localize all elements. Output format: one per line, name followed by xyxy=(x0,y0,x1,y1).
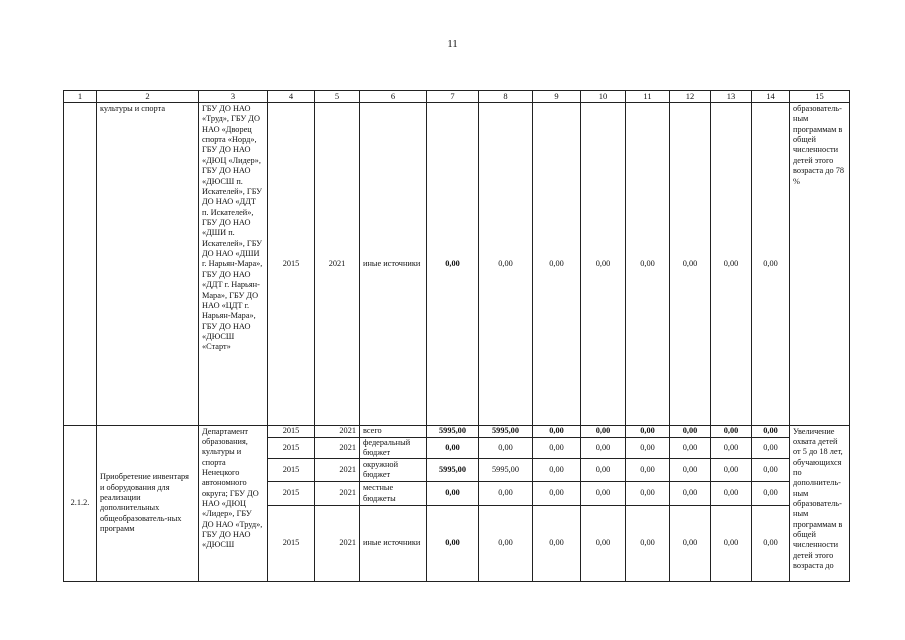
value-cell: 0,00 xyxy=(581,103,626,425)
value-cell: 0,00 xyxy=(752,425,790,437)
value-cell: 0,00 xyxy=(533,103,581,425)
value-cell: 0,00 xyxy=(626,437,670,459)
table-row xyxy=(64,425,850,437)
value-cell: 5995,00 xyxy=(427,459,479,482)
executor-cell: Департамент образования, культуры и спорта Ненецкого автономного округа; ГБУ ДО НАО «ДЮЦ «Лидер», ГБУ ДО НАО «Труд», ГБУ ДО НАО «ДЮСШ xyxy=(199,425,268,581)
start-year-cell: 2015 xyxy=(268,103,315,425)
value-cell: 0,00 xyxy=(670,482,711,505)
header-cell: 6 xyxy=(360,91,427,103)
value-cell: 0,00 xyxy=(533,482,581,505)
header-cell: 12 xyxy=(670,91,711,103)
funding-source-cell: федеральный бюджет xyxy=(360,437,427,459)
header-cell: 3 xyxy=(199,91,268,103)
value-cell: 0,00 xyxy=(752,103,790,425)
start-year-cell: 2015 xyxy=(268,425,315,437)
budget-table xyxy=(63,90,850,582)
value-cell: 0,00 xyxy=(427,437,479,459)
value-cell: 0,00 xyxy=(581,437,626,459)
result-cell: Увеличение охвата детей от 5 до 18 лет, обучающихся по дополнитель-ным образователь-ным программам в общей численности детей этого возраста до xyxy=(790,425,850,581)
value-cell: 0,00 xyxy=(752,437,790,459)
header-cell: 14 xyxy=(752,91,790,103)
value-cell: 0,00 xyxy=(670,505,711,581)
header-cell: 1 xyxy=(64,91,97,103)
value-cell: 0,00 xyxy=(533,505,581,581)
funding-source-cell: всего xyxy=(360,425,427,437)
value-cell: 0,00 xyxy=(670,459,711,482)
value-cell: 5995,00 xyxy=(427,425,479,437)
value-cell: 0,00 xyxy=(711,437,752,459)
header-cell: 5 xyxy=(315,91,360,103)
value-cell: 0,00 xyxy=(626,425,670,437)
value-cell: 0,00 xyxy=(533,425,581,437)
value-cell: 0,00 xyxy=(711,505,752,581)
row-number-cell: 2.1.2. xyxy=(64,425,97,581)
start-year-cell: 2015 xyxy=(268,459,315,482)
value-cell: 0,00 xyxy=(626,482,670,505)
value-cell: 0,00 xyxy=(427,103,479,425)
funding-source-cell: окружной бюджет xyxy=(360,459,427,482)
value-cell: 0,00 xyxy=(533,437,581,459)
end-year-cell: 2021 xyxy=(315,482,360,505)
start-year-cell: 2015 xyxy=(268,482,315,505)
value-cell: 0,00 xyxy=(479,437,533,459)
value-cell: 0,00 xyxy=(626,505,670,581)
value-cell: 0,00 xyxy=(427,505,479,581)
end-year-cell: 2021 xyxy=(315,505,360,581)
value-cell: 0,00 xyxy=(581,482,626,505)
end-year-cell: 2021 xyxy=(315,103,360,425)
activity-name-cell: Приобретение инвентаря и оборудования для реализации дополнительных общеобразователь-ных программ xyxy=(97,425,199,581)
value-cell: 0,00 xyxy=(626,103,670,425)
row-number-cell xyxy=(64,103,97,425)
end-year-cell: 2021 xyxy=(315,459,360,482)
header-cell: 10 xyxy=(581,91,626,103)
value-cell: 0,00 xyxy=(581,505,626,581)
value-cell: 0,00 xyxy=(479,482,533,505)
header-cell: 13 xyxy=(711,91,752,103)
result-cell: образователь-ным программам в общей численности детей этого возраста до 78 % xyxy=(790,103,850,425)
header-cell: 8 xyxy=(479,91,533,103)
value-cell: 0,00 xyxy=(581,425,626,437)
header-cell: 2 xyxy=(97,91,199,103)
value-cell: 0,00 xyxy=(711,425,752,437)
header-cell: 11 xyxy=(626,91,670,103)
executor-cell: ГБУ ДО НАО «Труд», ГБУ ДО НАО «Дворец спорта «Норд», ГБУ ДО НАО «ДЮЦ «Лидер», ГБУ ДО НАО «ДЮСШ п. Искателей», ГБУ ДО НАО «ДДТ п. Искателей», ГБУ ДО НАО «ДШИ п. Искателей», ГБУ ДО НАО «ДШИ г. Нарьян-Мара», ГБУ ДО НАО «ДДТ г. Нарьян-Мара», ГБУ ДО НАО «ЦДТ г. Нарьян-Мара», ГБУ ДО НАО «ДЮСШ «Старт» xyxy=(199,103,268,425)
value-cell: 5995,00 xyxy=(479,425,533,437)
column-number-row xyxy=(64,91,850,103)
start-year-cell: 2015 xyxy=(268,505,315,581)
value-cell: 0,00 xyxy=(479,505,533,581)
end-year-cell: 2021 xyxy=(315,425,360,437)
header-cell: 15 xyxy=(790,91,850,103)
value-cell: 0,00 xyxy=(479,103,533,425)
funding-source-cell: иные источники xyxy=(360,103,427,425)
value-cell: 0,00 xyxy=(711,459,752,482)
value-cell: 5995,00 xyxy=(479,459,533,482)
value-cell: 0,00 xyxy=(670,437,711,459)
value-cell: 0,00 xyxy=(427,482,479,505)
value-cell: 0,00 xyxy=(752,459,790,482)
header-cell: 4 xyxy=(268,91,315,103)
header-cell: 9 xyxy=(533,91,581,103)
table-row xyxy=(64,103,850,425)
value-cell: 0,00 xyxy=(711,103,752,425)
value-cell: 0,00 xyxy=(670,425,711,437)
value-cell: 0,00 xyxy=(581,459,626,482)
start-year-cell: 2015 xyxy=(268,437,315,459)
value-cell: 0,00 xyxy=(626,459,670,482)
header-cell: 7 xyxy=(427,91,479,103)
end-year-cell: 2021 xyxy=(315,437,360,459)
value-cell: 0,00 xyxy=(752,505,790,581)
value-cell: 0,00 xyxy=(533,459,581,482)
page-number: 11 xyxy=(447,38,458,50)
value-cell: 0,00 xyxy=(670,103,711,425)
funding-source-cell: местные бюджеты xyxy=(360,482,427,505)
value-cell: 0,00 xyxy=(711,482,752,505)
activity-name-cell: культуры и спорта xyxy=(97,103,199,425)
value-cell: 0,00 xyxy=(752,482,790,505)
funding-source-cell: иные источники xyxy=(360,505,427,581)
